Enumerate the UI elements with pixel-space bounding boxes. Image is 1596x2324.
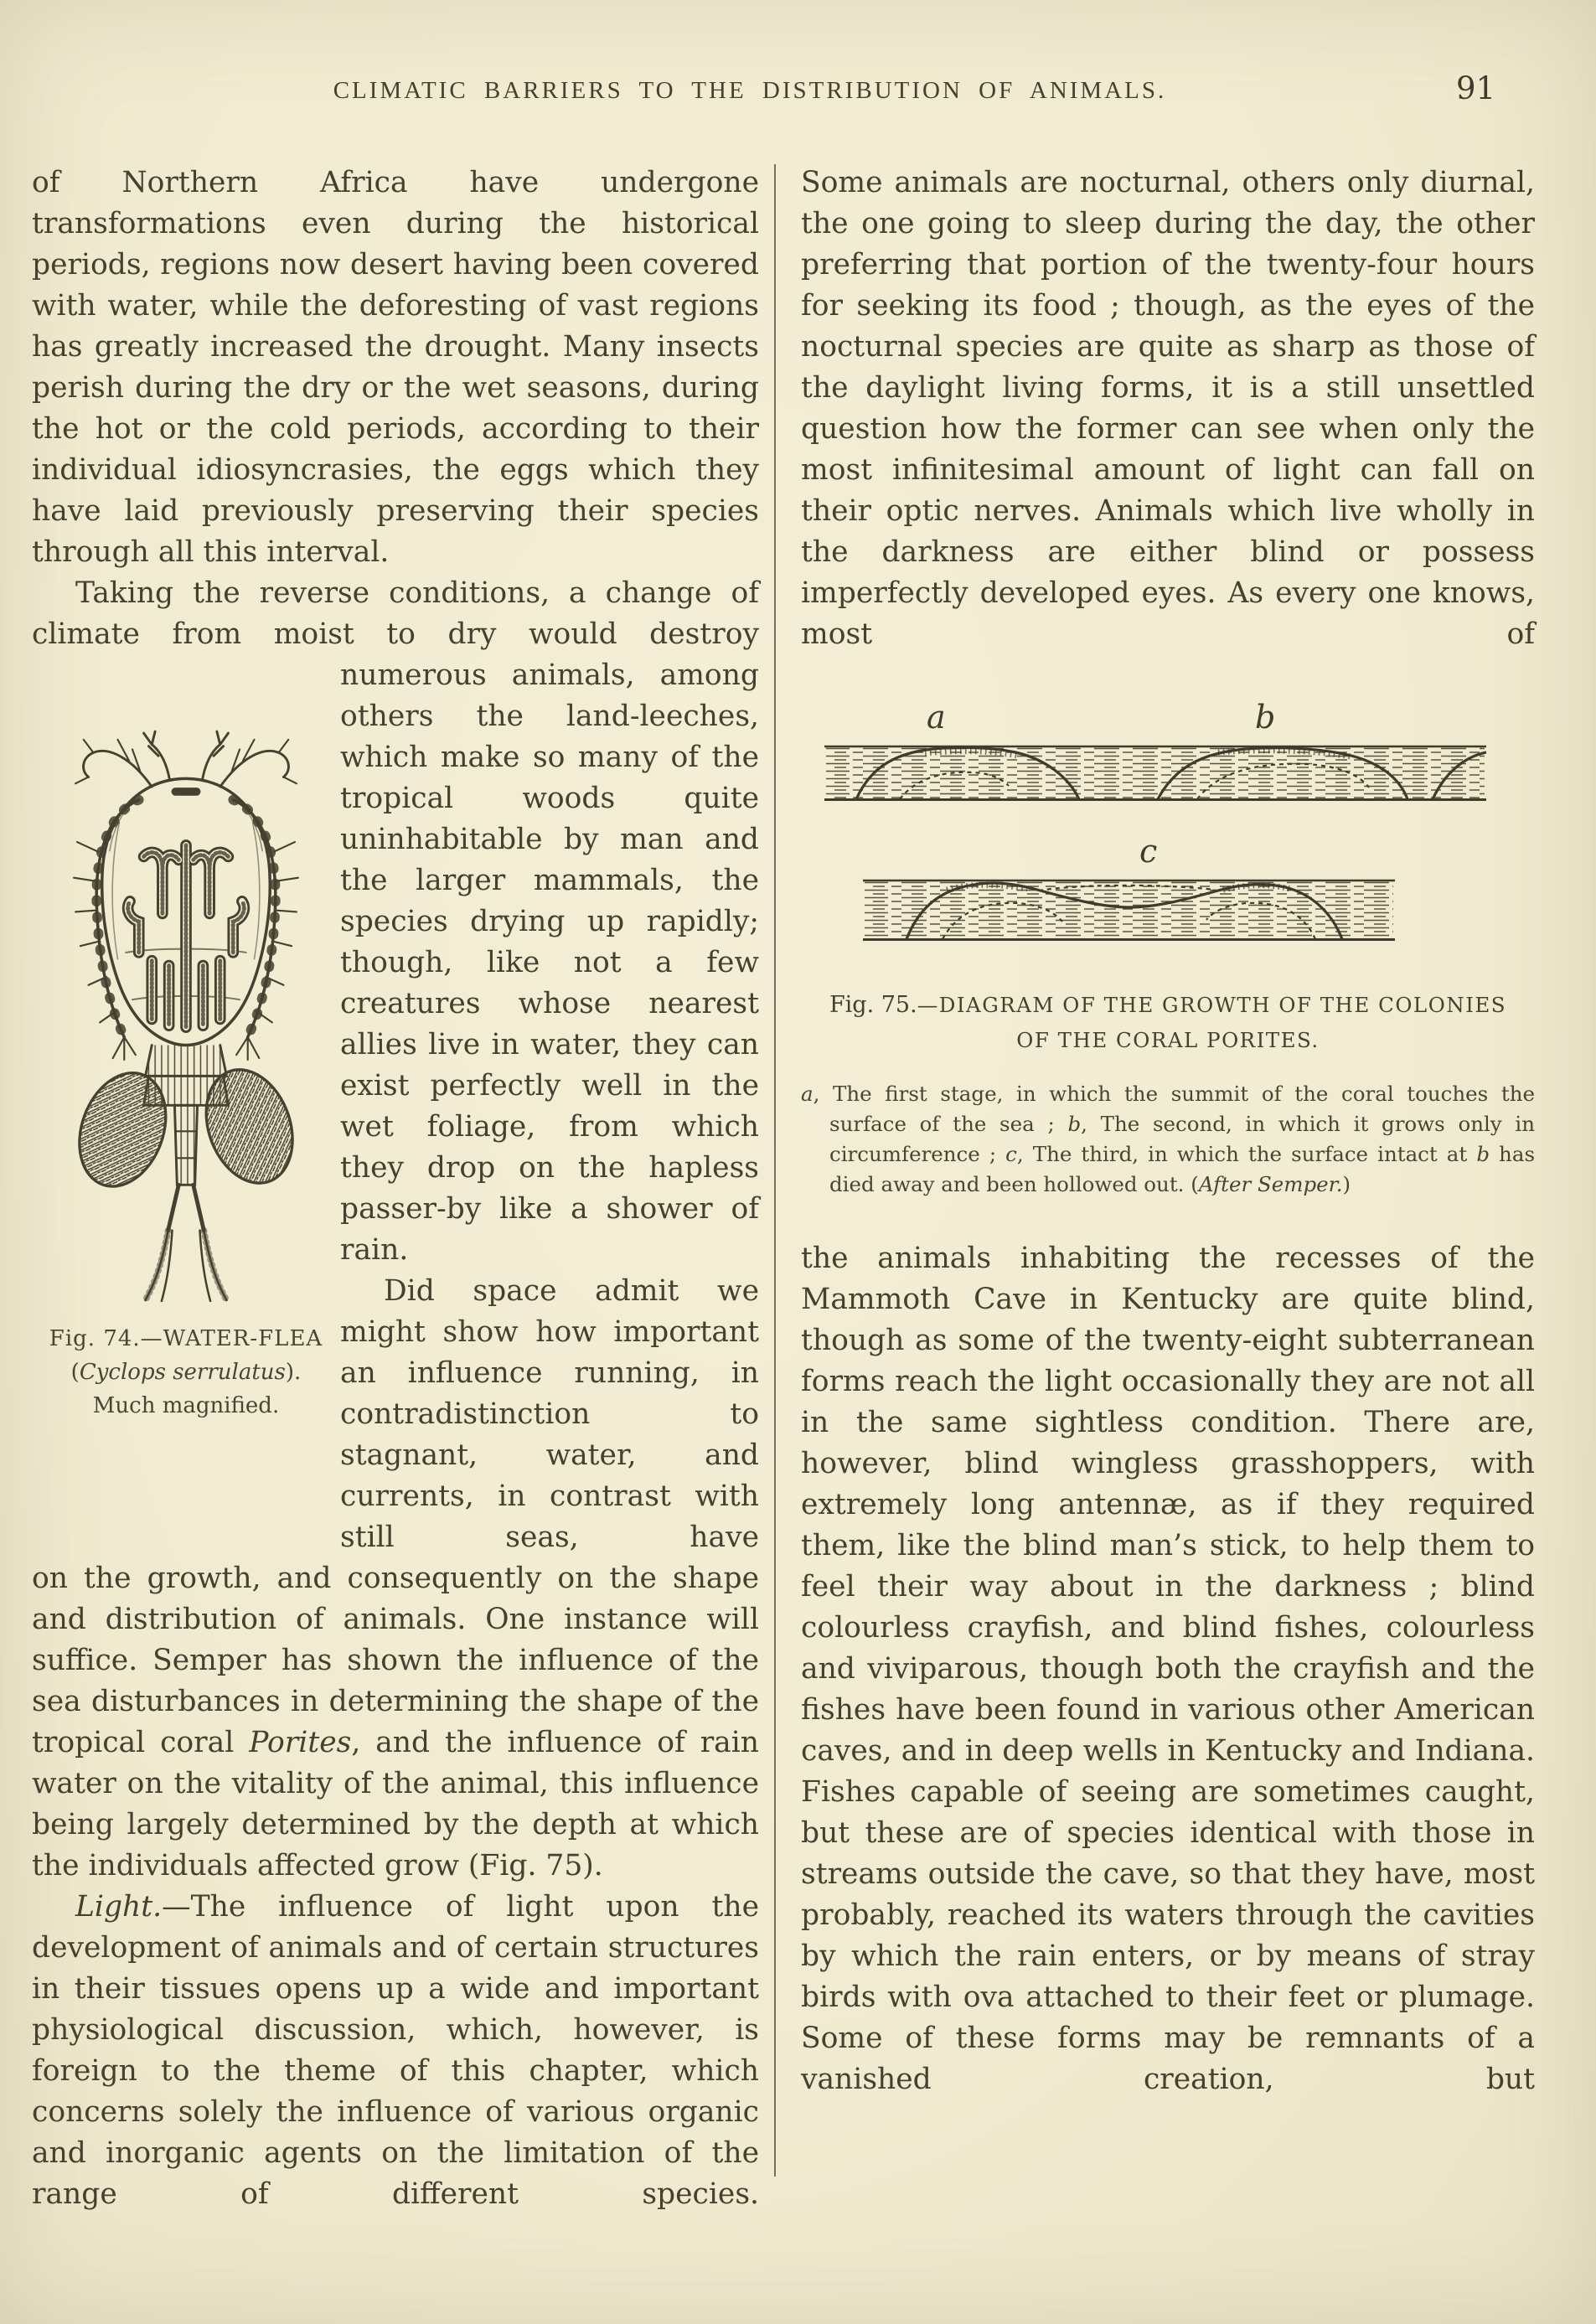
figure-text-wrap [32,655,759,1558]
right-column [801,163,1535,2100]
paragraph-taking-reverse: Taking the reverse conditions, a change of climate from moist to dry would destroy [32,576,759,651]
label-c: c [1139,833,1158,870]
water-flea-illustration [48,709,324,1302]
left-column [32,163,759,2215]
figure-74-caption-line2: (Cyclops serrulatus). [70,1360,302,1385]
figure-74-caption-line1: Fig. 74.—WATER-FLEA [49,1326,323,1351]
figure-75-labels-ab [801,699,1535,739]
figure-75-caption-line2: OF THE CORAL PORITES. [1016,1028,1320,1052]
paragraph-did-space: Did space admit we might show how important an influence running, in contradistinction to stagnant, water, and currents, in contrast with still seas, have [340,1274,759,1554]
paragraph-wrap: numerous animals, among others the land-leeches, which make so many of the tropical woods quite uninhabitable by man and the larger mammals, the species drying up rapidly; though, like not a few creatures whose nearest allies live in water, they can exist perfectly well in the wet foliage, from which they drop on the hapless passer-by like a shower of rain. [340,658,759,1267]
figure-74-caption-line3: Much magnified. [92,1393,280,1418]
paragraph-continued: of Northern Africa have undergone transformations even during the historical periods, regions now desert having been covered with water, while the deforesting of vast regions has greatly increased the drought. Many insects perish during the dry or the wet seasons, during the hot or the cold periods, according to their individual idiosyncrasies, the eggs which they have laid previously preserving their species through all this interval. [32,166,759,569]
figure-74-caption [32,1322,340,1423]
wrapped-text [340,655,759,1558]
paragraph-some-animals: Some animals are nocturnal, others only diurnal, the one going to sleep during the day, the other preferring that portion of the twenty-four hours for seeking its food ; though, as the eyes of the nocturnal species are quite as sharp as those of the daylight living forms, it is a still unsettled question how the former can see when only the most infinitesimal amount of light can fall on their optic nerves. Animals which live wholly in the darkness are either blind or possess imperfectly developed eyes. As every one knows, most of [801,166,1535,651]
figure-75-label-c [801,833,1535,873]
paragraph-on-the-growth: on the growth, and consequently on the shape and distribution of animals. One instance will suffice. Semper has shown the influence of the sea disturbances in determining the shape of the tropical coral Porites, and the influence of rain water on the vitality of the animal, this influence being largely determined by the depth at which the individuals affected grow (Fig. 75). [32,1562,760,1882]
label-a: a [927,699,946,736]
coral-diagram-band-c [863,873,1395,947]
coral-diagram-band-ab [824,739,1486,804]
figure-75-caption-line1 [801,989,1535,1022]
figure-74 [32,655,340,1423]
figure-75-caption-figno: Fig. 75. [829,992,917,1018]
figure-75 [801,699,1535,1200]
paragraph-light: Light.—The influence of light upon the development of animals and of certain structures in their tissues opens up a wide and important physiological discussion, which, however, is foreign to the theme of this chapter, which concerns solely the influence of various organic and inorganic agents on the limitation of the range of different species. [32,1890,759,2211]
figure-75-note: a, The first stage, in which the summit of the coral touches the surface of the sea ; b, The second, in which it grows only in circumference ; c, The third, in which the surface intact at b has died away and been hollowed out. (After Semper.) [801,1082,1536,1196]
column-divider [774,164,776,2177]
page-number: 91 [1456,70,1496,106]
label-b: b [1255,699,1276,736]
figure-75-caption-title: —DIAGRAM OF THE GROWTH OF THE COLONIES [917,993,1507,1017]
paragraph-mammoth-cave: the animals inhabiting the recesses of the Mammoth Cave in Kentucky are quite blind, though as some of the twenty-eight subterranean forms reach the light occasionally they are not all in the same sightless condition. There are, however, blind wingless grasshoppers, with extremely long antennæ, as if they required them, like the blind man’s stick, to help them to feel their way about in the darkness ; blind colourless crayfish, and blind fishes, colourless and viviparous, though both the crayfish and the fishes have been found in various other American caves, and in deep wells in Kentucky and Indiana. Fishes capable of seeing are sometimes caught, but these are of species identical with those in streams outside the cave, so that they have, most probably, reached its waters through the cavities by which the rain enters, or by means of stray birds with ova attached to their feet or plumage. Some of these forms may be remnants of a vanished creation, but [801,1242,1535,2096]
running-title: CLIMATIC BARRIERS TO THE DISTRIBUTION OF ANIMALS. [333,77,1167,104]
